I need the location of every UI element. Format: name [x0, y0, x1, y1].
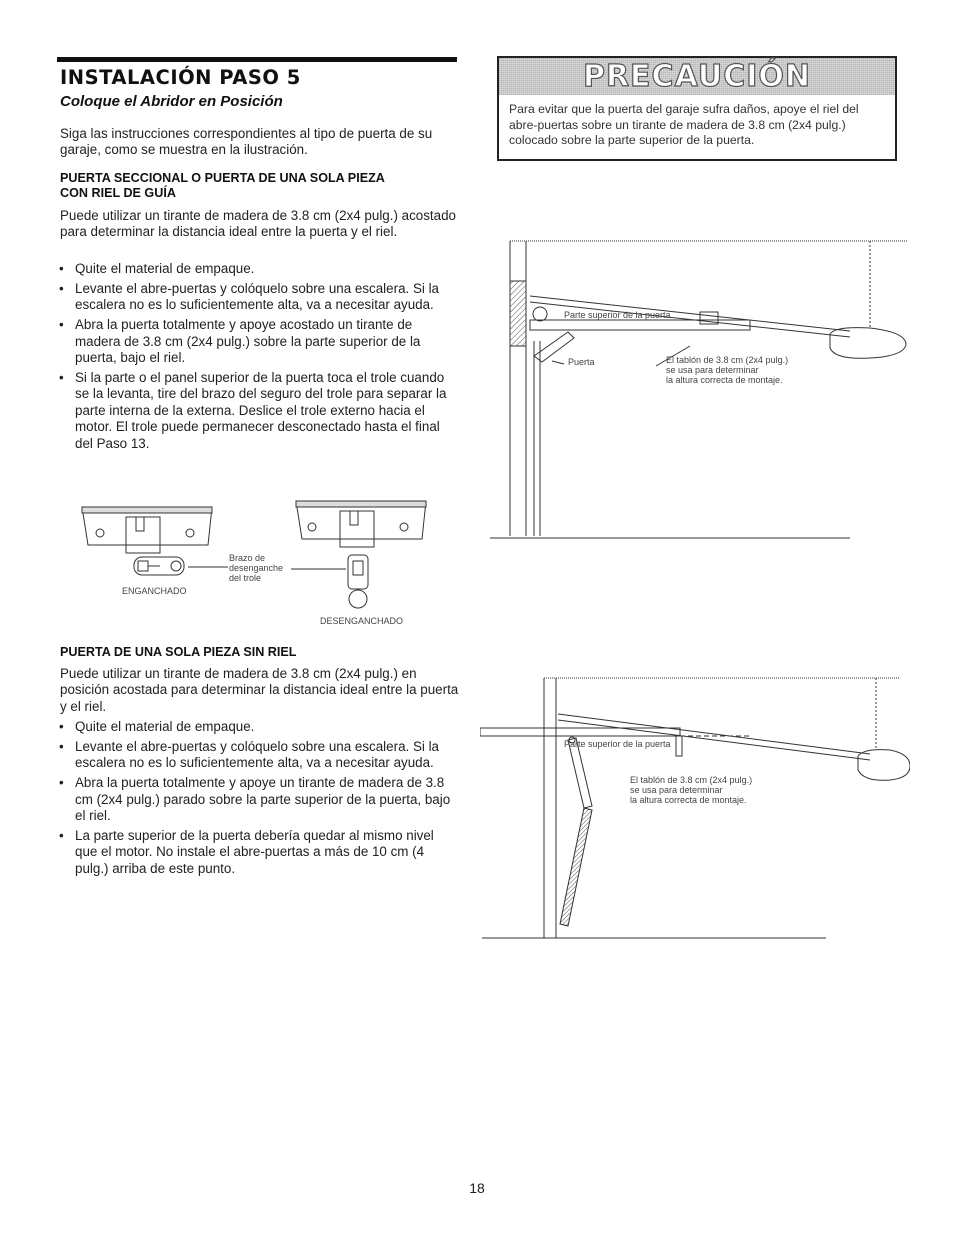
list-item: • Levante el abre-puertas y colóquelo sobre una escalera. Si la escalera no es lo suficientemente alta, va a necesitar ayuda. [58, 281, 458, 314]
list-item: • Quite el material de empaque. [58, 261, 458, 277]
door-top-label: Parte superior de la puerta [564, 310, 671, 320]
section2-body: Puede utilizar un tirante de madera de 3.8 cm (2x4 pulg.) en posición acostada para determinar la distancia ideal entre la puerta y el riel. [60, 666, 459, 714]
page-title: INSTALACIÓN PASO 5 [60, 66, 301, 89]
page-number: 18 [469, 1180, 485, 1196]
door-top-label: Parte superior de la puerta [564, 739, 671, 749]
board-note-line2: se usa para determinar [666, 365, 759, 375]
list-item: • Abra la puerta totalmente y apoye acostado un tirante de madera de 3.8 cm (2x4 pulg.) sobre la parte superior de la puerta, bajo el riel. [58, 317, 458, 366]
section1-bullets [58, 261, 458, 455]
header-rule [57, 57, 457, 62]
release-arm-label-line2: desenganche [229, 563, 284, 573]
list-item: • La parte superior de la puerta debería quedar al mismo nivel que el motor. No instale el abre-puertas a más de 10 cm (4 pulg.) arriba de este punto. [58, 828, 458, 877]
trolley-figure [70, 495, 450, 630]
section1-heading-line2: CON RIEL DE GUÍA [60, 186, 176, 200]
release-arm-label-line3: del trole [229, 573, 262, 583]
list-item: • Quite el material de empaque. [58, 719, 458, 735]
release-arm-label-line1: Brazo de [229, 553, 266, 563]
board-note [666, 355, 788, 385]
sectional-door-figure [490, 236, 910, 546]
caution-header [499, 58, 895, 95]
board-note-line2: se usa para determinar [630, 785, 723, 795]
page-subtitle: Coloque el Abridor en Posición [60, 93, 283, 110]
disengaged-label: DESENGANCHADO [320, 616, 404, 626]
section2-heading: PUERTA DE UNA SOLA PIEZA SIN RIEL [60, 645, 297, 659]
board-note [630, 775, 752, 805]
section1-heading [60, 171, 460, 201]
caution-text: Para evitar que la puerta del garaje sufra daños, apoye el riel del abre-puertas sobre un tirante de madera de 3.8 cm (2x4 pulg.) colocado sobre la parte superior de la puerta. [509, 102, 859, 147]
sectional-door-illustration [490, 236, 910, 546]
board-note-line1: El tablón de 3.8 cm (2x4 pulg.) [666, 355, 789, 365]
board-note-line3: la altura correcta de montaje. [630, 795, 747, 805]
list-item: • Si la parte o el panel superior de la puerta toca el trole cuando se la levanta, tire del brazo del seguro del trole para separar la parte interna de la externa. Deslice el trole externo hacia el motor. El trole puede permanecer desconectado hasta el final del Paso 13. [58, 370, 458, 452]
intro-text: Siga las instrucciones correspondientes al tipo de puerta de su garaje, como se muestra en la ilustración. [60, 126, 433, 158]
caution-box [497, 56, 897, 161]
section2-bullets [58, 719, 458, 881]
engaged-label: ENGANCHADO [122, 586, 187, 596]
list-item: • Abra la puerta totalmente y apoye un tirante de madera de 3.8 cm (2x4 pulg.) parado sobre la parte superior de la puerta, bajo el riel. [58, 775, 458, 824]
door-label: Puerta [568, 357, 595, 367]
release-arm-label [229, 553, 283, 583]
section1-heading-line1: PUERTA SECCIONAL O PUERTA DE UNA SOLA PIEZA [60, 171, 385, 185]
board-note-line3: la altura correcta de montaje. [666, 375, 783, 385]
section1-body: Puede utilizar un tirante de madera de 3.8 cm (2x4 pulg.) acostado para determinar la distancia ideal entre la puerta y el riel. [60, 208, 456, 240]
caution-title: PRECAUCIÓN [582, 59, 812, 94]
board-note-line1: El tablón de 3.8 cm (2x4 pulg.) [630, 775, 753, 785]
one-piece-door-figure [480, 676, 910, 941]
list-item: • Levante el abre-puertas y colóquelo sobre una escalera. Si la escalera no es lo suficientemente alta, va a necesitar ayuda. [58, 739, 458, 772]
one-piece-door-illustration [480, 676, 910, 941]
